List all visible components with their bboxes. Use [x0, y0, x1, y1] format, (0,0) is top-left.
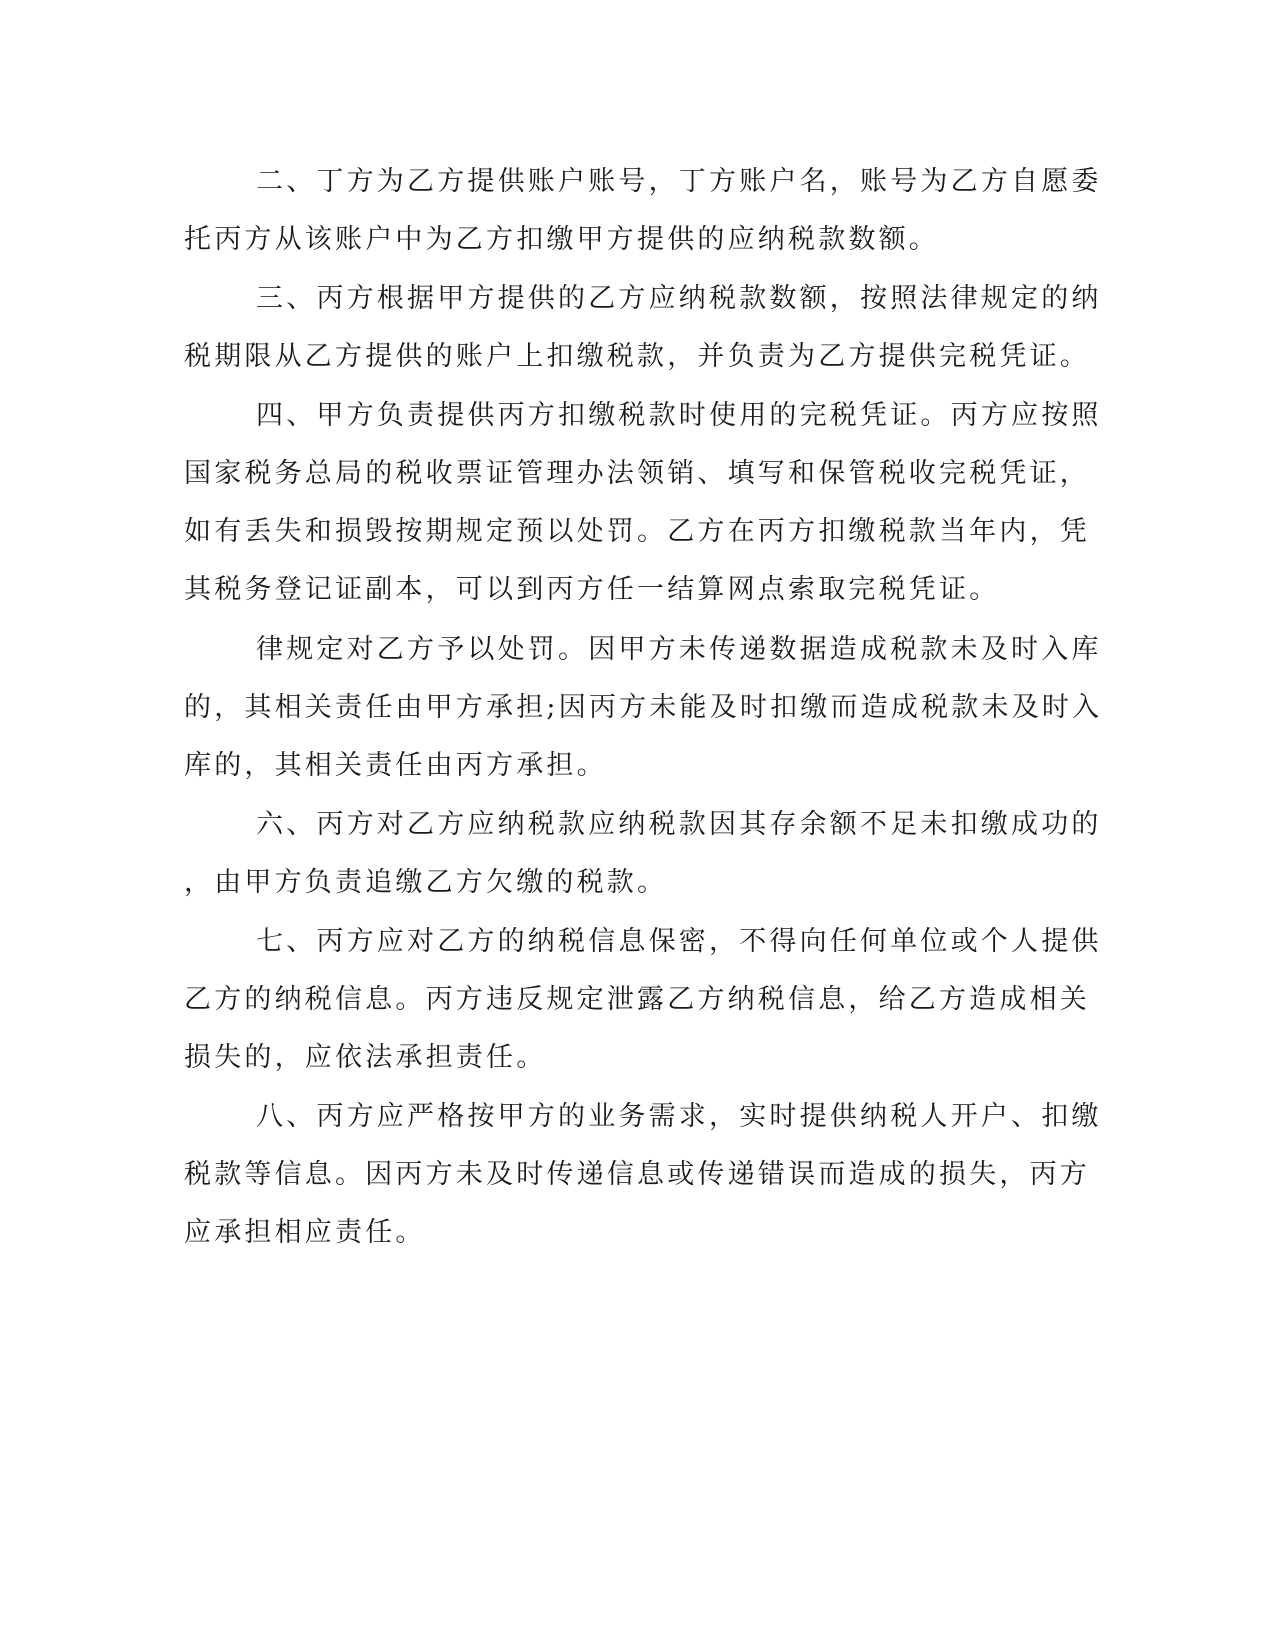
paragraph-3-line-2: 税期限从乙方提供的账户上扣缴税款，并负责为乙方提供完税凭证。	[184, 341, 1090, 372]
paragraph-4-line-3: 如有丢失和损毁按期规定预以处罚。乙方在丙方扣缴税款当年内，凭	[184, 516, 1090, 547]
paragraph-7-line-3: 损失的，应依法承担责任。	[184, 1042, 547, 1073]
paragraph-3-line-1: 三、丙方根据甲方提供的乙方应纳税款数额，按照法律规定的纳	[256, 283, 1102, 314]
paragraph-5-line-3: 库的，其相关责任由丙方承担。	[184, 750, 607, 781]
paragraph-7-line-2: 乙方的纳税信息。丙方违反规定泄露乙方纳税信息，给乙方造成相关	[184, 984, 1090, 1015]
paragraph-4-line-1: 四、甲方负责提供丙方扣缴税款时使用的完税凭证。丙方应按照	[256, 400, 1102, 431]
paragraph-4-line-4: 其税务登记证副本，可以到丙方任一结算网点索取完税凭证。	[184, 574, 1000, 605]
paragraph-8-line-2: 税款等信息。因丙方未及时传递信息或传递错误而造成的损失，丙方	[184, 1159, 1090, 1190]
paragraph-8-line-1: 八、丙方应严格按甲方的业务需求，实时提供纳税人开户、扣缴	[256, 1101, 1102, 1132]
paragraph-5-line-1: 律规定对乙方予以处罚。因甲方未传递数据造成税款未及时入库	[256, 634, 1102, 665]
paragraph-8-line-3: 应承担相应责任。	[184, 1217, 426, 1248]
paragraph-2-line-1: 二、丁方为乙方提供账户账号，丁方账户名，账号为乙方自愿委	[256, 166, 1102, 197]
paragraph-2-line-2: 托丙方从该账户中为乙方扣缴甲方提供的应纳税款数额。	[184, 224, 939, 255]
paragraph-4-line-2: 国家税务总局的税收票证管理办法领销、填写和保管税收完税凭证，	[184, 458, 1090, 489]
paragraph-6-line-1: 六、丙方对乙方应纳税款应纳税款因其存余额不足未扣缴成功的	[256, 809, 1102, 840]
paragraph-7-line-1: 七、丙方应对乙方的纳税信息保密，不得向任何单位或个人提供	[256, 926, 1102, 957]
paragraph-6-line-2: ，由甲方负责追缴乙方欠缴的税款。	[184, 867, 668, 898]
paragraph-5-line-2: 的，其相关责任由甲方承担;因丙方未能及时扣缴而造成税款未及时入	[184, 692, 1103, 723]
